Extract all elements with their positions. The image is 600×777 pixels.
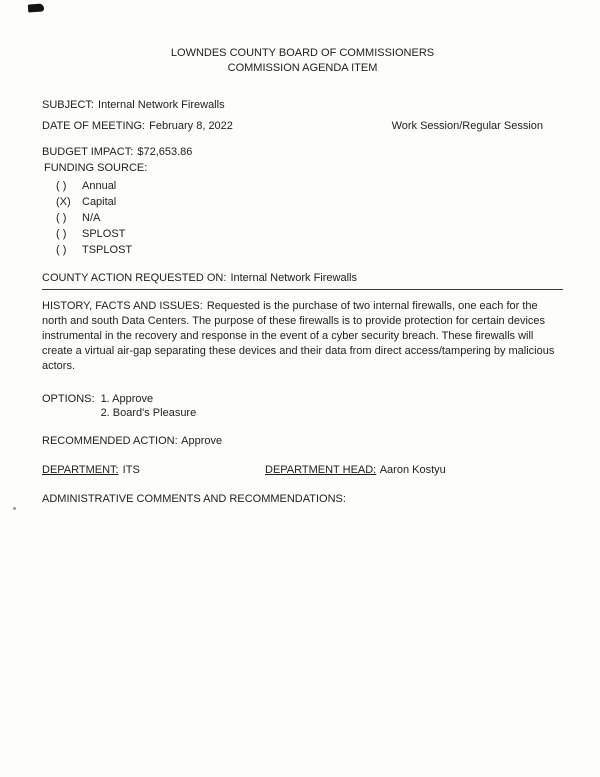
subject-row [42, 98, 563, 113]
document-title [42, 46, 563, 76]
date-of-meeting-row [42, 119, 563, 134]
recommended-action-label: RECOMMENDED ACTION: [42, 435, 178, 447]
subject-value: Internal Network Firewalls [98, 99, 225, 111]
session-type-text: Work Session/Regular Session [391, 120, 543, 132]
county-action-value: Internal Network Firewalls [230, 272, 357, 284]
checkbox-capital: (X) [56, 196, 71, 208]
date-of-meeting-value: February 8, 2022 [149, 120, 233, 132]
scan-artifact [28, 3, 45, 12]
recommended-action-value: Approve [181, 435, 223, 447]
funding-option-annual [56, 179, 563, 194]
county-action-row [42, 271, 563, 290]
budget-impact-value: $72,653.86 [137, 146, 193, 158]
funding-source-label: FUNDING SOURCE: [44, 162, 148, 174]
department-field [42, 463, 265, 478]
option-approve: 1. Approve [100, 393, 154, 405]
recommended-action-row [42, 434, 563, 449]
history-label: HISTORY, FACTS AND ISSUES: [42, 300, 203, 312]
funding-source-options [56, 179, 563, 258]
funding-option-splost [56, 227, 563, 242]
document-title-line2: COMMISSION AGENDA ITEM [227, 62, 378, 74]
options-section [42, 392, 563, 420]
funding-option-tsplost-label: TSPLOST [82, 244, 133, 256]
admin-comments-label: ADMINISTRATIVE COMMENTS AND RECOMMENDATIONS: [42, 493, 346, 505]
budget-impact-label: BUDGET IMPACT: [42, 146, 134, 158]
funding-option-capital [56, 195, 563, 210]
checkbox-splost: ( ) [56, 228, 67, 240]
history-text: Requested is the purchase of two internal firewalls, one each for the north and south Data Centers. The purpose of these firewalls is to provide protection for certain devices instrumental in the recovery and response in the event of a cyber security breach. These firewalls will create a virtual air-gap separating these devices and their data from direct access/tampering by malicious actors. [42, 300, 555, 372]
budget-impact-row [42, 145, 563, 160]
funding-option-na [56, 211, 563, 226]
date-of-meeting-field [42, 119, 233, 134]
option-boards-pleasure: 2. Board's Pleasure [100, 407, 197, 419]
department-value: ITS [122, 464, 140, 476]
county-action-label: COUNTY ACTION REQUESTED ON: [42, 272, 227, 284]
department-row [42, 463, 563, 478]
checkbox-annual: ( ) [56, 180, 67, 192]
date-of-meeting-label: DATE OF MEETING: [42, 120, 146, 132]
checkbox-tsplost: ( ) [56, 244, 67, 256]
subject-label: SUBJECT: [42, 99, 94, 111]
history-facts-issues [42, 299, 563, 374]
scan-speck [13, 507, 16, 510]
funding-option-tsplost [56, 243, 563, 258]
funding-option-annual-label: Annual [82, 180, 117, 192]
funding-option-splost-label: SPLOST [82, 228, 126, 240]
options-label: OPTIONS: [42, 393, 95, 405]
department-head-label: DEPARTMENT HEAD: [265, 464, 377, 476]
funding-option-na-label: N/A [82, 212, 101, 224]
department-head-value: Aaron Kostyu [379, 464, 446, 476]
funding-option-capital-label: Capital [82, 196, 117, 208]
document-title-line1: LOWNDES COUNTY BOARD OF COMMISSIONERS [170, 47, 435, 59]
options-list [101, 392, 197, 420]
checkbox-na: ( ) [56, 212, 67, 224]
department-head-field [265, 463, 446, 478]
department-label: DEPARTMENT: [42, 464, 119, 476]
